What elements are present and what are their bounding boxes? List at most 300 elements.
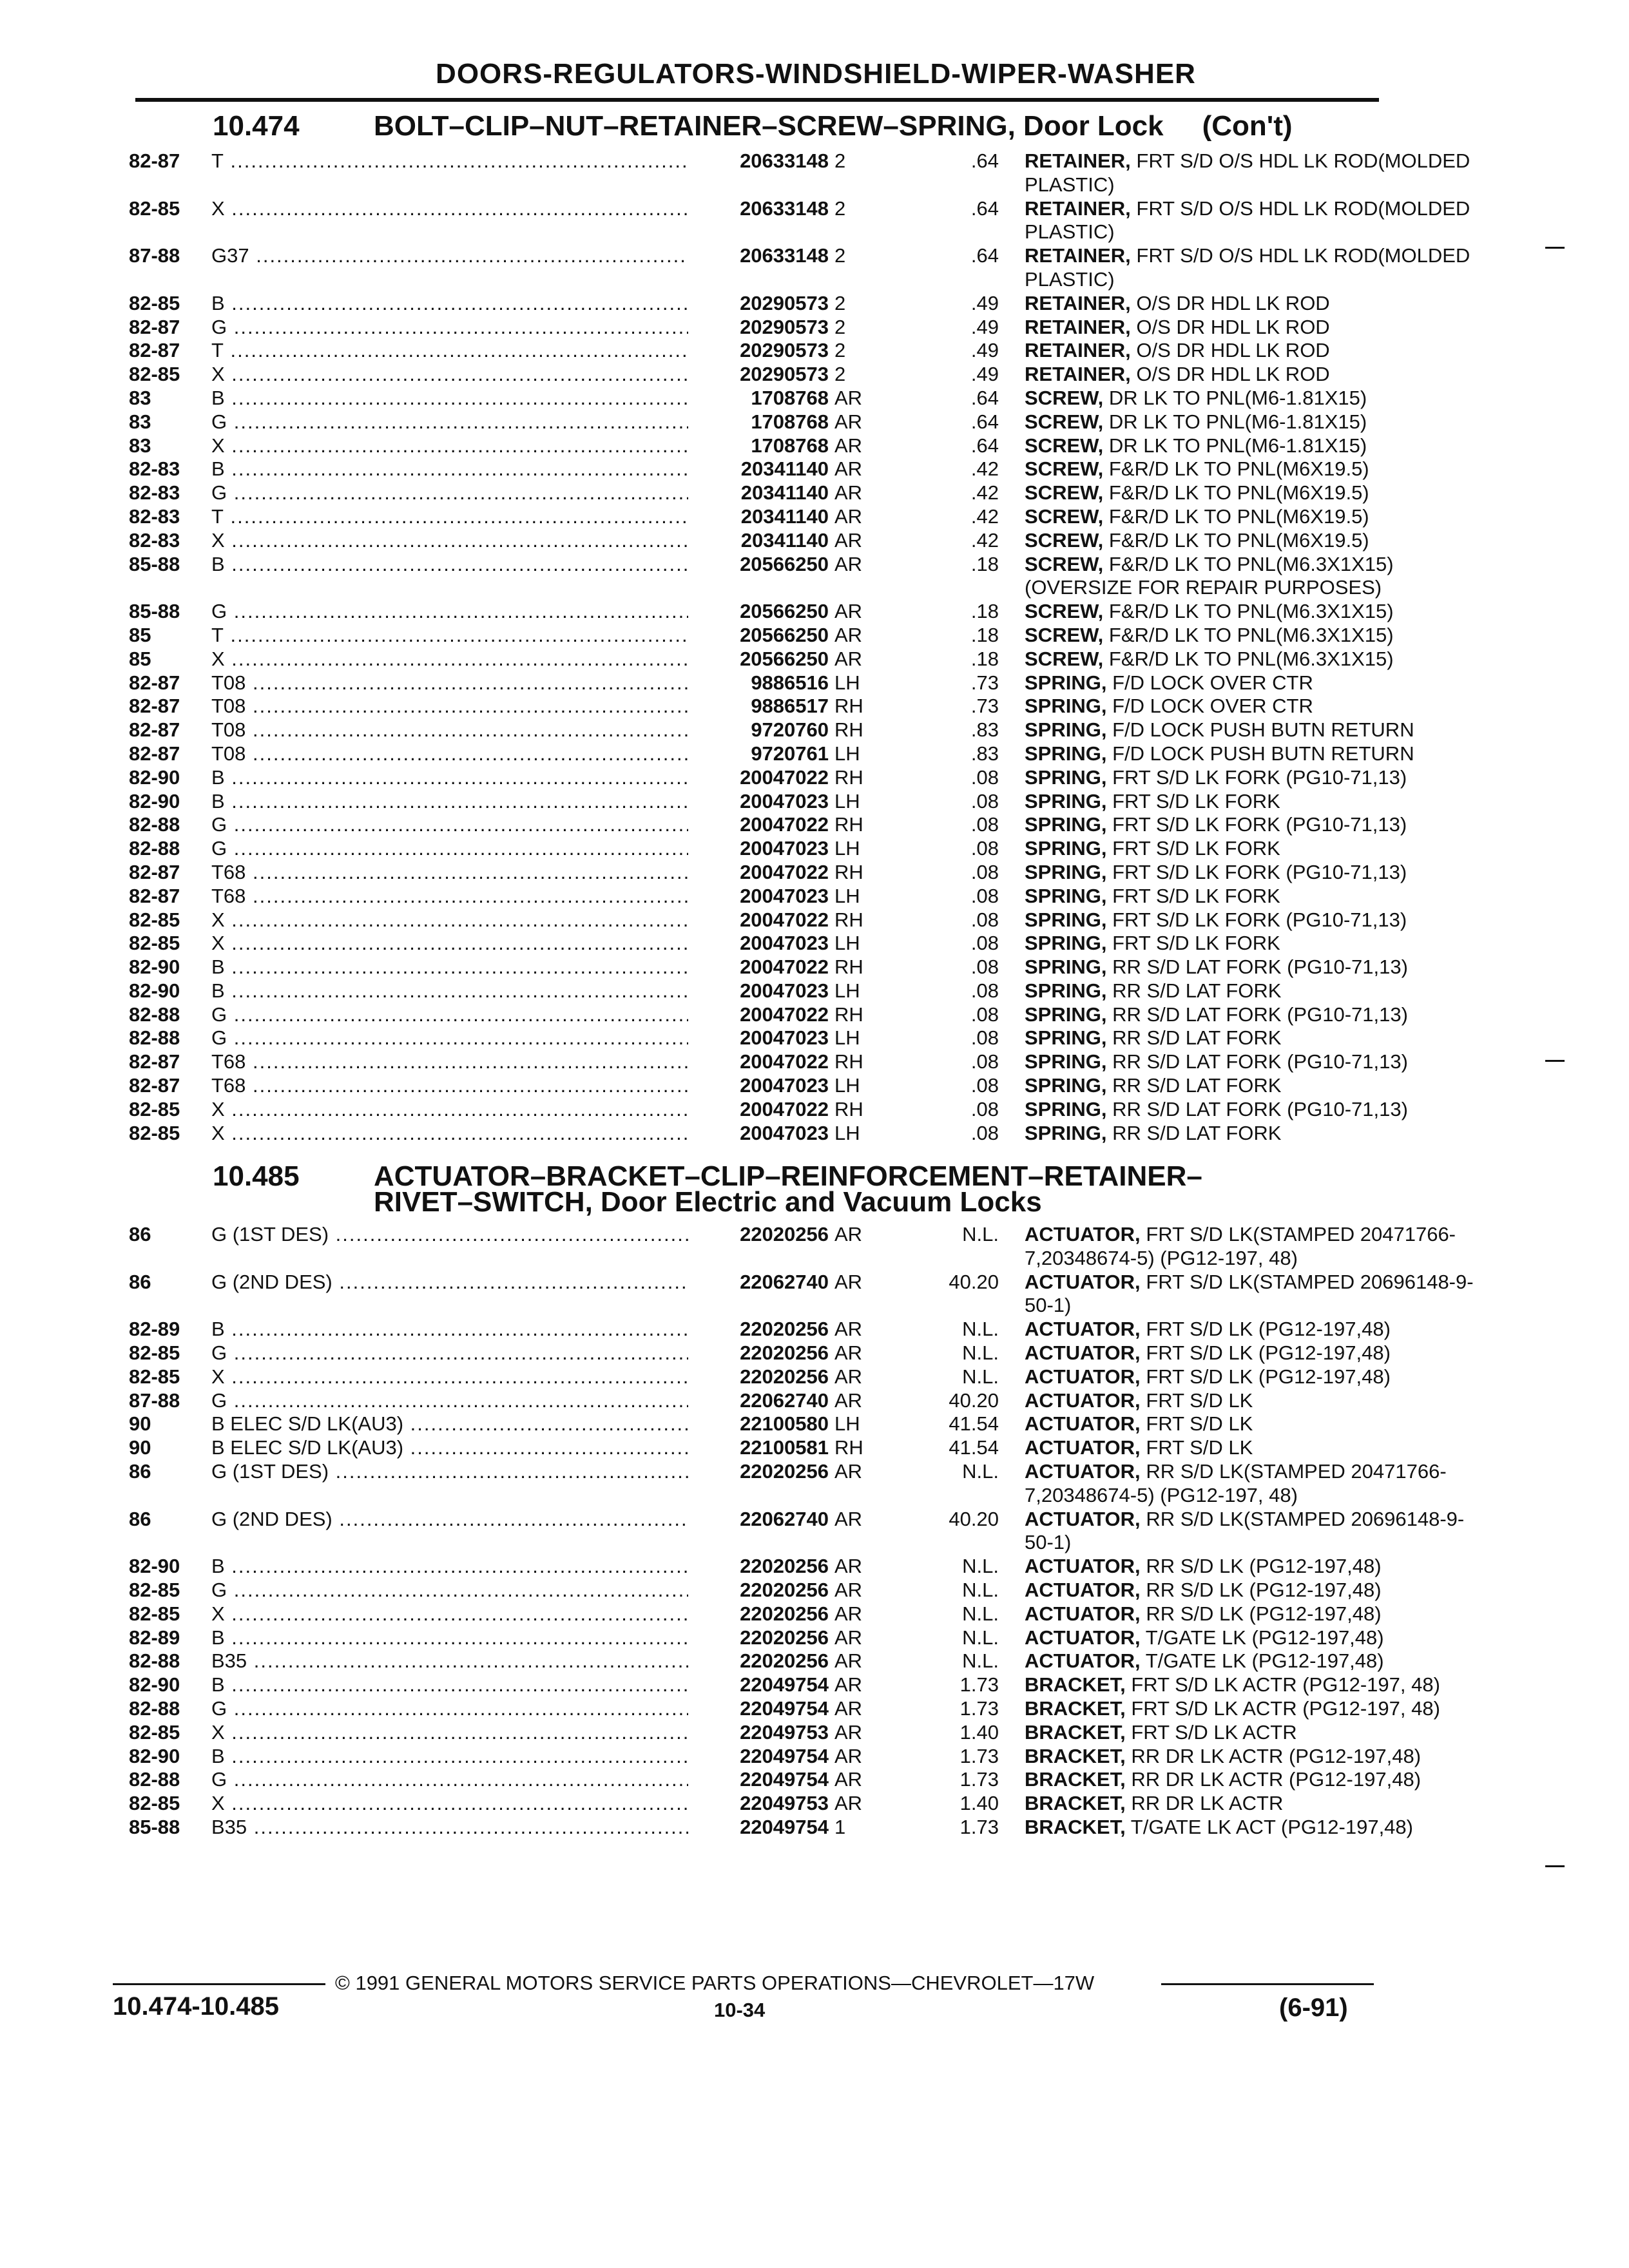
quantity-cell: 2	[834, 244, 846, 267]
part-number-cell: 20633148	[688, 197, 829, 221]
model-cell: T08 .....	[211, 695, 688, 718]
part-name: RETAINER,	[1025, 315, 1131, 338]
table-row	[129, 363, 1366, 387]
part-number-cell: 22020256	[688, 1460, 829, 1484]
year-cell: 82-87	[129, 1050, 180, 1073]
description-cell	[1025, 1050, 1482, 1074]
price-cell: N.L.	[962, 1555, 999, 1578]
part-number-cell: 22020256	[688, 1341, 829, 1365]
quantity-cell: LH	[834, 837, 860, 860]
part-description: F/D LOCK OVER CTR	[1112, 671, 1313, 694]
description-cell	[1025, 1412, 1482, 1436]
model-cell: T68 .....	[211, 885, 688, 908]
part-description: RR S/D LAT FORK	[1112, 1074, 1282, 1097]
model-cell: B35 .....	[211, 1816, 688, 1840]
model-cell: G .....	[211, 481, 688, 505]
part-description: FRT S/D LK FORK (PG10-71,13)	[1112, 813, 1407, 836]
part-name: SCREW,	[1025, 457, 1104, 481]
part-number-cell: 20566250	[688, 648, 829, 671]
part-number-cell: 20566250	[688, 624, 829, 648]
part-name: SCREW,	[1025, 386, 1104, 409]
model-cell: X .....	[211, 1602, 688, 1626]
description-cell	[1025, 316, 1482, 340]
model-cell: B .....	[211, 292, 688, 316]
price-cell: 1.73	[959, 1815, 999, 1838]
model-cell: G .....	[211, 1768, 688, 1792]
year-cell: 90	[129, 1436, 151, 1459]
model-cell: B .....	[211, 790, 688, 814]
price-cell: .49	[970, 291, 999, 314]
description-cell	[1025, 1745, 1482, 1769]
model-cell: B .....	[211, 766, 688, 790]
part-name: SCREW,	[1025, 410, 1104, 433]
price-cell: .73	[970, 695, 999, 718]
description-cell	[1025, 244, 1482, 292]
part-number-cell: 20047022	[688, 861, 829, 885]
year-cell: 82-85	[129, 1792, 180, 1815]
description-cell	[1025, 434, 1482, 458]
model-cell: G .....	[211, 1389, 688, 1413]
part-number-cell: 1708768	[688, 387, 829, 410]
table-row	[129, 552, 1394, 601]
description-cell	[1025, 387, 1482, 410]
part-name: BRACKET,	[1025, 1673, 1126, 1696]
year-cell: 82-83	[129, 481, 180, 505]
part-description: RR S/D LAT FORK	[1112, 1026, 1282, 1050]
quantity-cell: AR	[834, 1365, 863, 1388]
part-description: FRT S/D O/S HDL LK ROD(MOLDED PLASTIC)	[1025, 197, 1470, 244]
price-cell: .42	[970, 457, 999, 481]
part-description: RR S/D LK (PG12-197,48)	[1146, 1578, 1382, 1601]
description-cell	[1025, 1026, 1482, 1050]
year-cell: 86	[129, 1223, 151, 1245]
quantity-cell: LH	[834, 1412, 860, 1436]
quantity-cell: RH	[834, 718, 863, 742]
description-cell	[1025, 1508, 1482, 1555]
part-number-cell: 1708768	[688, 410, 829, 434]
section-heading-line: RIVET–SWITCH, Door Electric and Vacuum Locks	[374, 1186, 1042, 1218]
description-cell	[1025, 505, 1482, 529]
part-number-cell: 20047023	[688, 979, 829, 1003]
table-row	[129, 837, 1366, 861]
year-cell: 85	[129, 623, 151, 646]
part-name: SPRING,	[1025, 1026, 1107, 1050]
part-description: F/D LOCK PUSH BUTN RETURN	[1112, 742, 1414, 765]
price-cell: 1.40	[959, 1720, 999, 1744]
part-number-cell: 20566250	[688, 553, 829, 577]
quantity-cell: AR	[834, 481, 863, 505]
part-description: F&R/D LK TO PNL(M6X19.5)	[1108, 457, 1369, 481]
model-cell: X .....	[211, 1098, 688, 1122]
model-cell: G .....	[211, 1341, 688, 1365]
year-cell: 82-85	[129, 1365, 180, 1388]
margin-mark	[1545, 247, 1565, 249]
table-row	[129, 813, 1407, 837]
table-row	[129, 197, 1470, 245]
model-cell: T .....	[211, 149, 688, 173]
price-cell: .49	[970, 315, 999, 338]
model-cell: X .....	[211, 434, 688, 458]
table-row	[129, 1097, 1408, 1122]
description-cell	[1025, 932, 1482, 956]
year-cell: 82-83	[129, 528, 180, 552]
description-cell	[1025, 766, 1482, 790]
part-description: RR S/D LK (PG12-197,48)	[1146, 1555, 1382, 1578]
quantity-cell: RH	[834, 1097, 863, 1120]
model-cell: G .....	[211, 1026, 688, 1050]
copyright-line: © 1991 GENERAL MOTORS SERVICE PARTS OPERATIONS—CHEVROLET—17W	[335, 1972, 1095, 1994]
quantity-cell: RH	[834, 1003, 863, 1026]
description-cell	[1025, 1098, 1482, 1122]
model-cell: B .....	[211, 956, 688, 979]
price-cell: 41.54	[949, 1412, 999, 1436]
part-description: F/D LOCK PUSH BUTN RETURN	[1112, 718, 1414, 742]
description-cell	[1025, 1602, 1482, 1626]
description-cell	[1025, 1626, 1482, 1650]
price-cell: .08	[970, 765, 999, 789]
table-row	[129, 1555, 1382, 1579]
price-cell: 1.73	[959, 1768, 999, 1791]
year-cell: 85-88	[129, 600, 180, 623]
part-number-cell: 20290573	[688, 292, 829, 316]
part-number-cell: 20047023	[688, 1026, 829, 1050]
price-cell: .08	[970, 1026, 999, 1050]
part-description: FRT S/D LK FORK (PG10-71,13)	[1112, 765, 1407, 789]
part-name: SCREW,	[1025, 481, 1104, 505]
year-cell: 82-87	[129, 339, 180, 362]
quantity-cell: RH	[834, 860, 863, 883]
part-description: RR S/D LAT FORK (PG10-71,13)	[1112, 1003, 1408, 1026]
part-name: ACTUATOR,	[1025, 1412, 1141, 1436]
part-number-cell: 20047022	[688, 1003, 829, 1027]
part-number-cell: 22020256	[688, 1365, 829, 1389]
model-cell: G .....	[211, 1697, 688, 1721]
description-cell	[1025, 908, 1482, 932]
model-cell: B .....	[211, 387, 688, 410]
year-cell: 82-88	[129, 1696, 180, 1720]
table-row	[129, 339, 1366, 363]
year-cell: 82-88	[129, 813, 180, 836]
quantity-cell: AR	[834, 623, 863, 646]
quantity-cell: AR	[834, 1223, 863, 1245]
part-name: BRACKET,	[1025, 1720, 1126, 1744]
description-cell	[1025, 1816, 1482, 1840]
year-cell: 82-90	[129, 765, 180, 789]
quantity-cell: 1	[834, 1815, 846, 1838]
model-cell: X .....	[211, 1122, 688, 1146]
price-cell: 1.40	[959, 1792, 999, 1815]
part-number-cell: 20566250	[688, 600, 829, 624]
part-description: FRT S/D O/S HDL LK ROD(MOLDED PLASTIC)	[1025, 149, 1470, 196]
table-row	[129, 1792, 1366, 1816]
part-description: RR S/D LK (PG12-197,48)	[1146, 1602, 1382, 1625]
part-description: F&R/D LK TO PNL(M6.3X1X15)	[1108, 623, 1394, 646]
description-cell	[1025, 1673, 1482, 1697]
table-row	[129, 885, 1366, 908]
part-number-cell: 20341140	[688, 505, 829, 529]
part-number-cell: 20047022	[688, 813, 829, 837]
price-cell: .08	[970, 884, 999, 907]
table-row	[129, 1768, 1422, 1792]
description-cell	[1025, 861, 1482, 885]
year-cell: 82-85	[129, 1121, 180, 1144]
table-row	[129, 647, 1394, 671]
table-row	[129, 1003, 1408, 1027]
part-description: T/GATE LK ACT (PG12-197,48)	[1130, 1815, 1413, 1838]
price-cell: .08	[970, 860, 999, 883]
quantity-cell: RH	[834, 695, 863, 718]
year-cell: 85	[129, 647, 151, 670]
quantity-cell: AR	[834, 600, 863, 623]
part-number-cell: 20047023	[688, 790, 829, 814]
part-number-cell: 20290573	[688, 339, 829, 363]
table-row	[129, 979, 1366, 1003]
price-cell: .08	[970, 908, 999, 931]
quantity-cell: LH	[834, 789, 860, 812]
table-row	[129, 1389, 1366, 1413]
part-description: FRT S/D LK ACTR (PG12-197, 48)	[1131, 1696, 1440, 1720]
part-name: BRACKET,	[1025, 1792, 1126, 1815]
year-cell: 85-88	[129, 1815, 180, 1838]
quantity-cell: AR	[834, 1768, 863, 1791]
part-description: F&R/D LK TO PNL(M6X19.5)	[1108, 505, 1369, 528]
model-cell: T08 .....	[211, 742, 688, 766]
table-row	[129, 908, 1407, 932]
model-cell: T08 .....	[211, 718, 688, 742]
price-cell: .08	[970, 837, 999, 860]
year-cell: 82-90	[129, 1555, 180, 1578]
description-cell	[1025, 363, 1482, 387]
table-row	[129, 1815, 1413, 1840]
model-cell: B .....	[211, 553, 688, 577]
table-row	[129, 1673, 1440, 1697]
part-description: FRT S/D LK	[1146, 1436, 1253, 1459]
part-name: ACTUATOR,	[1025, 1578, 1141, 1601]
table-row	[129, 1649, 1384, 1673]
price-cell: .42	[970, 505, 999, 528]
model-cell: G .....	[211, 837, 688, 861]
quantity-cell: AR	[834, 528, 863, 552]
part-name: SPRING,	[1025, 813, 1107, 836]
description-cell	[1025, 1721, 1482, 1745]
part-description: RR DR LK ACTR	[1131, 1792, 1284, 1815]
quantity-cell: LH	[834, 742, 860, 765]
description-cell	[1025, 1697, 1482, 1721]
year-cell: 87-88	[129, 1389, 180, 1412]
table-row	[129, 1050, 1408, 1074]
table-row	[129, 765, 1407, 790]
part-description: FRT S/D LK FORK (PG10-71,13)	[1112, 860, 1407, 883]
quantity-cell: AR	[834, 552, 863, 575]
year-cell: 82-85	[129, 1578, 180, 1601]
model-cell: G37 .....	[211, 244, 688, 268]
part-number-cell: 22020256	[688, 1602, 829, 1626]
quantity-cell: AR	[834, 1459, 863, 1483]
section-heading: BOLT–CLIP–NUT–RETAINER–SCREW–SPRING, Door Lock	[374, 110, 1164, 142]
model-cell: T .....	[211, 624, 688, 648]
year-cell: 82-90	[129, 1673, 180, 1696]
description-cell	[1025, 718, 1482, 742]
part-name: ACTUATOR,	[1025, 1555, 1141, 1578]
price-cell: .08	[970, 1074, 999, 1097]
table-row	[129, 1721, 1366, 1745]
part-name: SCREW,	[1025, 600, 1104, 623]
year-cell: 82-85	[129, 363, 180, 386]
part-name: SPRING,	[1025, 956, 1107, 979]
year-cell: 82-88	[129, 837, 180, 860]
part-number-cell: 22049754	[688, 1816, 829, 1840]
year-cell: 82-88	[129, 1768, 180, 1791]
part-name: RETAINER,	[1025, 363, 1131, 386]
part-description: FRT S/D LK	[1146, 1389, 1253, 1412]
description-cell	[1025, 1436, 1482, 1460]
table-row	[129, 316, 1366, 340]
description-cell	[1025, 813, 1482, 837]
price-cell: .64	[970, 386, 999, 409]
price-cell: .73	[970, 671, 999, 694]
table-row	[129, 528, 1369, 553]
model-cell: G .....	[211, 1003, 688, 1027]
year-cell: 82-85	[129, 1720, 180, 1744]
year-cell: 83	[129, 434, 151, 457]
description-cell	[1025, 1341, 1482, 1365]
model-cell: G .....	[211, 813, 688, 837]
part-name: ACTUATOR,	[1025, 1223, 1141, 1245]
year-cell: 82-87	[129, 742, 180, 765]
section-number: 10.485	[213, 1160, 300, 1192]
part-description: F&R/D LK TO PNL(M6X19.5)	[1108, 528, 1369, 552]
price-cell: .18	[970, 623, 999, 646]
quantity-cell: AR	[834, 1696, 863, 1720]
description-cell	[1025, 885, 1482, 908]
part-name: RETAINER,	[1025, 291, 1131, 314]
part-description: FRT S/D LK	[1146, 1412, 1253, 1436]
page-number: 10-34	[714, 1999, 766, 2021]
part-description: FRT S/D LK FORK (PG10-71,13)	[1112, 908, 1407, 931]
part-description: RR S/D LK(STAMPED 20696148-9-50-1)	[1025, 1507, 1465, 1554]
part-description: RR S/D LAT FORK (PG10-71,13)	[1112, 1097, 1408, 1120]
year-cell: 82-89	[129, 1318, 180, 1341]
part-number-cell: 20341140	[688, 529, 829, 553]
quantity-cell: AR	[834, 1341, 863, 1364]
model-cell: B .....	[211, 1745, 688, 1769]
part-number-cell: 9720761	[688, 742, 829, 766]
table-row	[129, 1507, 1465, 1555]
description-cell	[1025, 837, 1482, 861]
price-cell: .18	[970, 647, 999, 670]
model-cell: X .....	[211, 197, 688, 221]
quantity-cell: AR	[834, 1720, 863, 1744]
year-cell: 82-85	[129, 932, 180, 955]
part-number-cell: 20047022	[688, 956, 829, 979]
year-cell: 82-88	[129, 1003, 180, 1026]
part-description: O/S DR HDL LK ROD	[1136, 315, 1330, 338]
year-cell: 82-88	[129, 1649, 180, 1673]
price-cell: .64	[970, 410, 999, 433]
year-cell: 82-83	[129, 505, 180, 528]
year-cell: 82-88	[129, 1026, 180, 1050]
part-name: ACTUATOR,	[1025, 1389, 1141, 1412]
part-number-cell: 22049754	[688, 1768, 829, 1792]
table-row	[129, 1626, 1384, 1650]
model-cell: G (1ST DES) .....	[211, 1460, 688, 1484]
quantity-cell: AR	[834, 457, 863, 481]
model-cell: B ELEC S/D LK(AU3) .....	[211, 1436, 688, 1460]
continued-label: (Con't)	[1202, 110, 1293, 142]
quantity-cell: AR	[834, 386, 863, 409]
price-cell: .64	[970, 244, 999, 267]
description-cell	[1025, 1649, 1482, 1673]
quantity-cell: AR	[834, 1270, 863, 1293]
table-row	[129, 1365, 1391, 1389]
price-cell: N.L.	[962, 1223, 999, 1245]
price-cell: .49	[970, 363, 999, 386]
price-cell: .64	[970, 149, 999, 172]
model-cell: T68 .....	[211, 861, 688, 885]
table-row	[129, 1436, 1366, 1460]
year-cell: 82-85	[129, 291, 180, 314]
year-cell: 86	[129, 1270, 151, 1293]
model-cell: B35 .....	[211, 1649, 688, 1673]
part-description: T/GATE LK (PG12-197,48)	[1145, 1649, 1384, 1673]
description-cell	[1025, 1271, 1482, 1318]
part-description: FRT S/D LK (PG12-197,48)	[1146, 1341, 1391, 1364]
part-name: BRACKET,	[1025, 1768, 1126, 1791]
part-name: SPRING,	[1025, 860, 1107, 883]
part-number-cell: 20047022	[688, 1050, 829, 1074]
part-description: FRT S/D LK (PG12-197,48)	[1146, 1318, 1391, 1341]
table-row	[129, 1578, 1382, 1602]
part-name: RETAINER,	[1025, 244, 1131, 267]
year-cell: 87-88	[129, 244, 180, 267]
quantity-cell: AR	[834, 410, 863, 433]
price-cell: .08	[970, 932, 999, 955]
description-cell	[1025, 1223, 1482, 1271]
quantity-cell: LH	[834, 1026, 860, 1050]
quantity-cell: 2	[834, 291, 846, 314]
part-number-cell: 1708768	[688, 434, 829, 458]
price-cell: N.L.	[962, 1341, 999, 1364]
table-row	[129, 718, 1414, 742]
quantity-cell: 2	[834, 197, 846, 220]
part-name: ACTUATOR,	[1025, 1270, 1141, 1293]
price-cell: N.L.	[962, 1365, 999, 1388]
quantity-cell: AR	[834, 1578, 863, 1601]
description-cell	[1025, 1579, 1482, 1602]
part-name: SCREW,	[1025, 552, 1104, 575]
model-cell: X .....	[211, 363, 688, 387]
table-row	[129, 1696, 1440, 1721]
part-description: FRT S/D LK FORK	[1112, 884, 1280, 907]
part-name: BRACKET,	[1025, 1696, 1126, 1720]
description-cell	[1025, 339, 1482, 363]
price-cell: .83	[970, 718, 999, 742]
part-number-cell: 22062740	[688, 1389, 829, 1413]
table-row	[129, 481, 1369, 505]
part-description: FRT S/D LK (PG12-197,48)	[1146, 1365, 1391, 1388]
section-heading-line: ACTUATOR–BRACKET–CLIP–REINFORCEMENT–RETAINER–	[374, 1160, 1202, 1192]
part-name: BRACKET,	[1025, 1815, 1126, 1838]
year-cell: 82-87	[129, 671, 180, 694]
price-cell: .08	[970, 1121, 999, 1144]
model-cell: X .....	[211, 1721, 688, 1745]
part-name: SPRING,	[1025, 932, 1107, 955]
quantity-cell: AR	[834, 1318, 863, 1341]
quantity-cell: LH	[834, 1121, 860, 1144]
part-number-cell: 20633148	[688, 244, 829, 268]
quantity-cell: AR	[834, 1744, 863, 1767]
table-row	[129, 1602, 1382, 1626]
